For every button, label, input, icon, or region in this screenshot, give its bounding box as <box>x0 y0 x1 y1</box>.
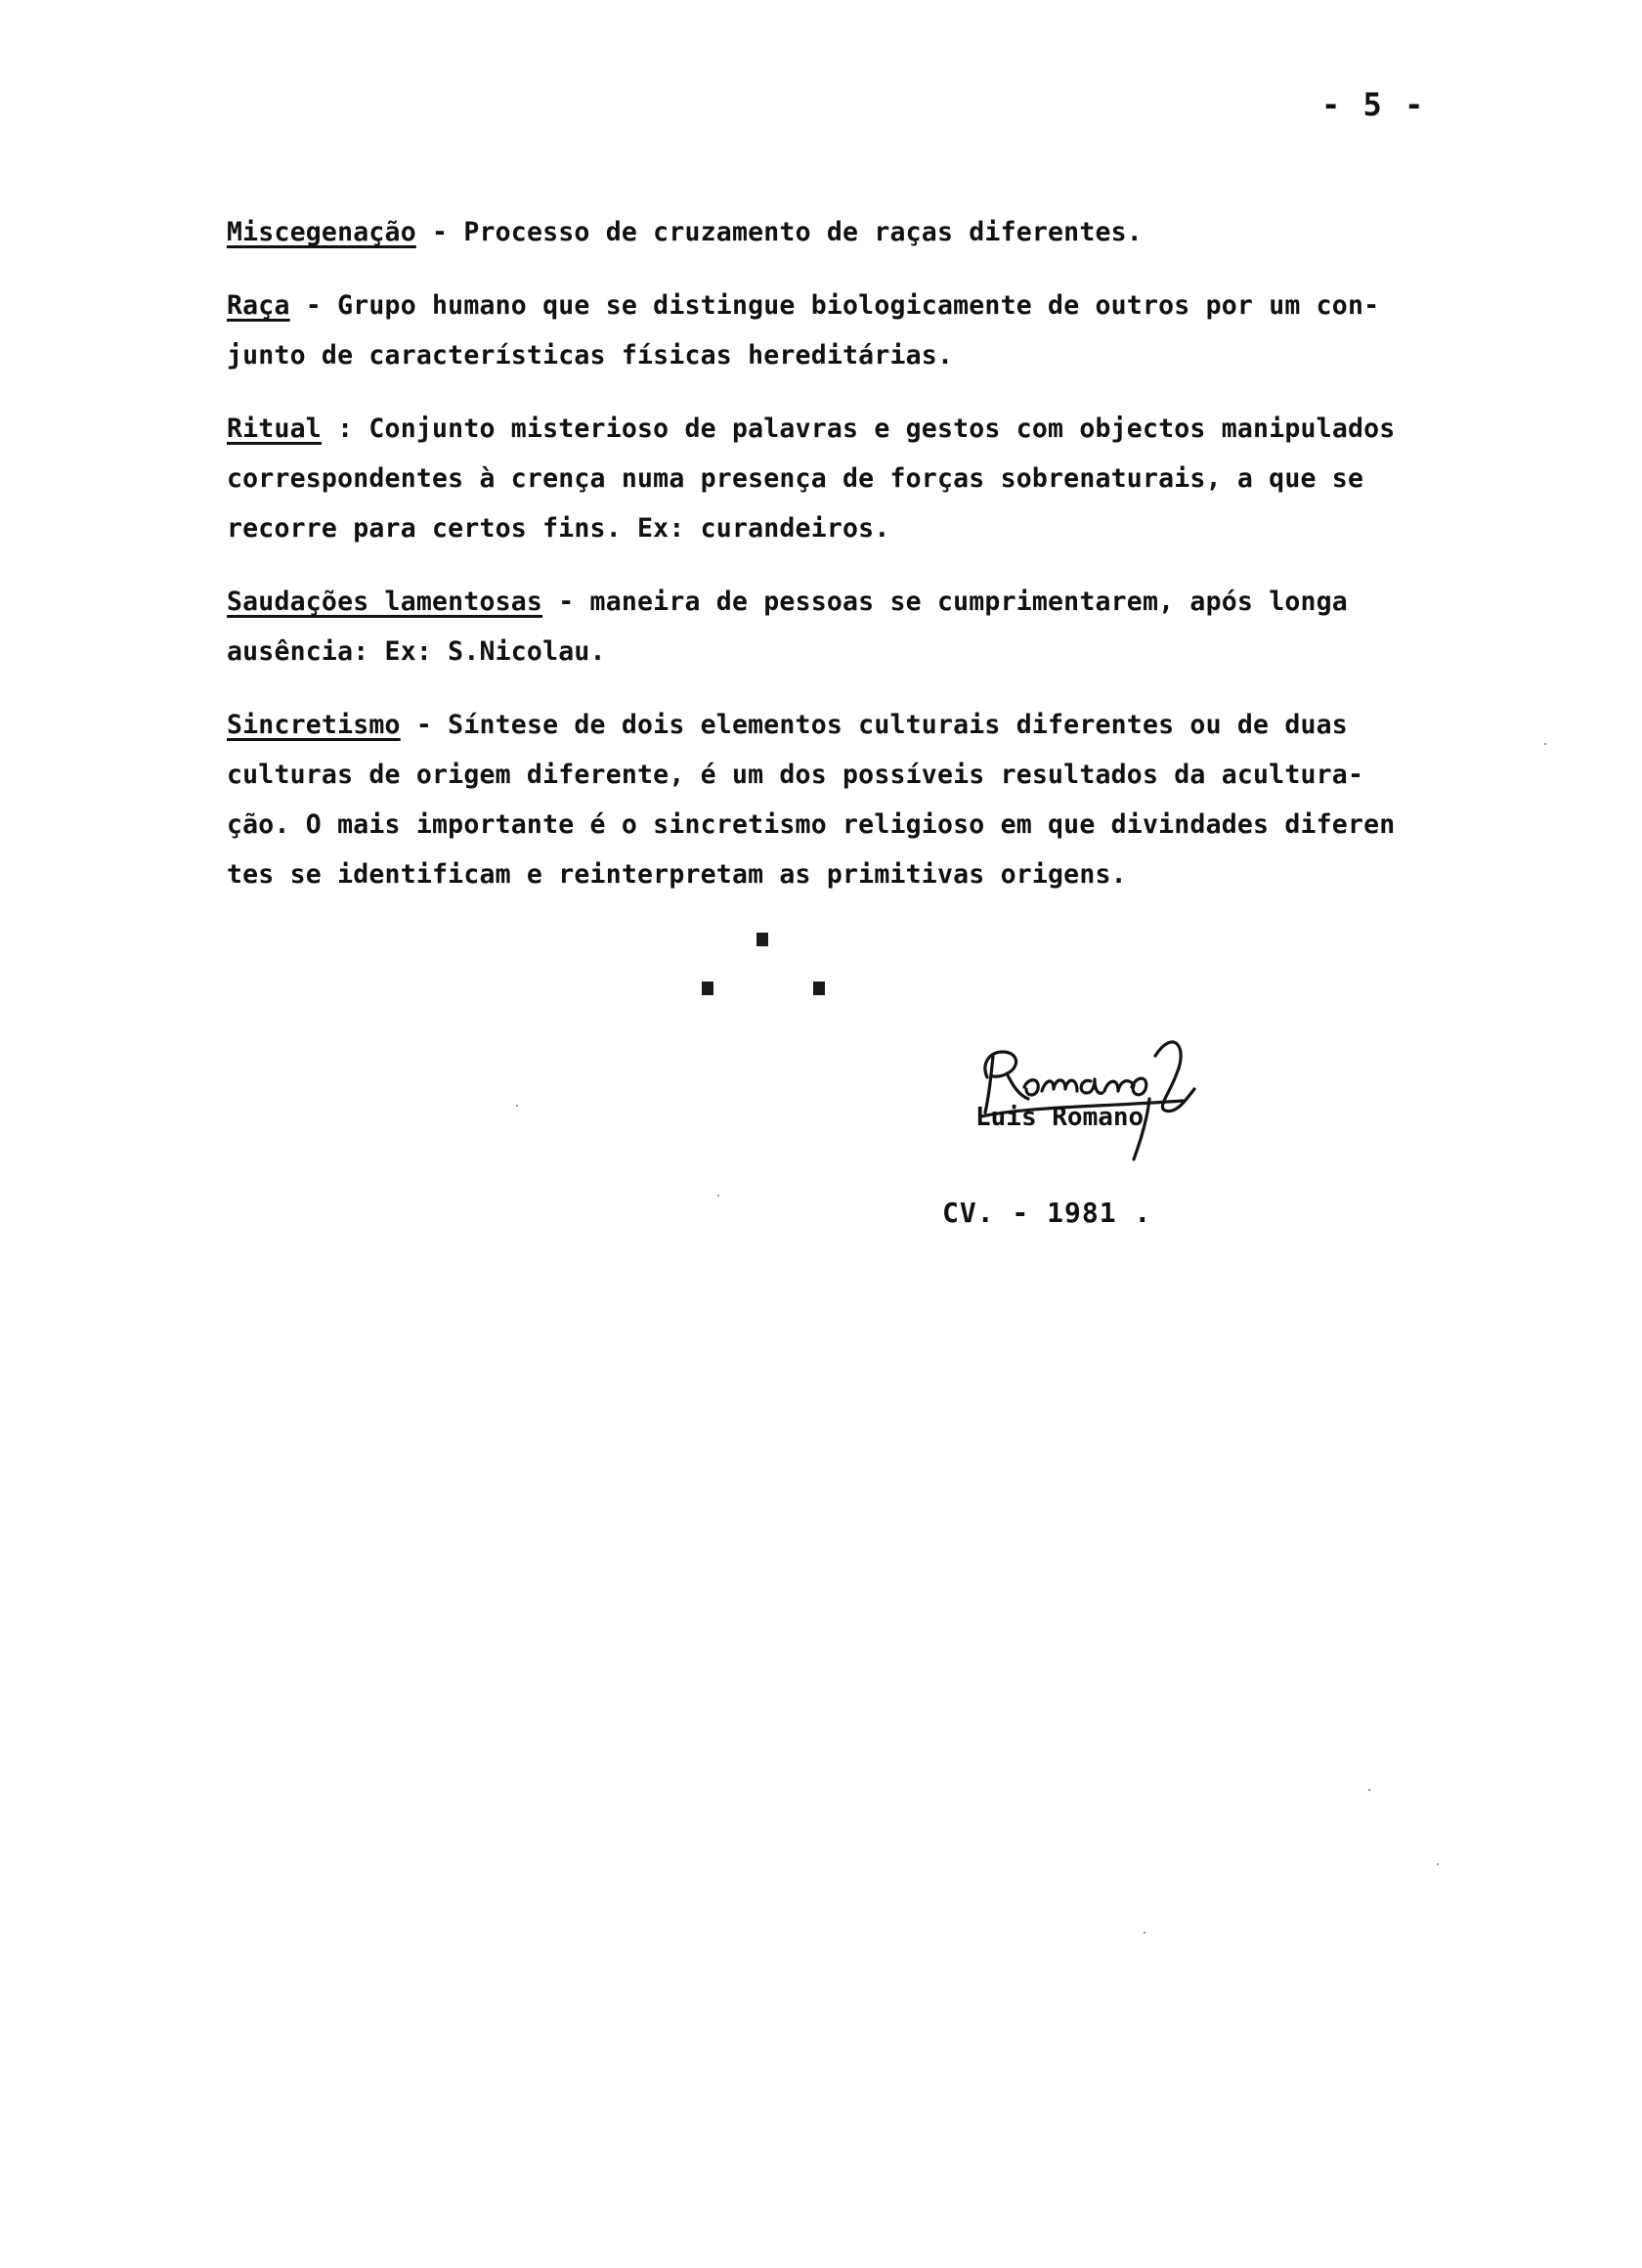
entry-line <box>227 404 1556 454</box>
glossary-list <box>227 207 1556 923</box>
definition-text: - Grupo humano que se distingue biologicamente de outros por um con- <box>289 290 1380 321</box>
glossary-entry <box>227 207 1556 257</box>
signature-block <box>968 1017 1261 1183</box>
definition-text: correspondentes à crença numa presença de forças sobrenaturais, a que se <box>227 463 1364 494</box>
definition-text: ausência: Ex: S.Nicolau. <box>227 636 606 667</box>
handwritten-signature <box>968 1017 1261 1183</box>
glossary-term: Miscegenação <box>227 217 416 247</box>
separator-mark <box>702 981 713 995</box>
definition-text: - maneira de pessoas se cumprimentarem, após longa <box>542 587 1348 617</box>
place-date: CV. - 1981 . <box>942 1197 1152 1229</box>
scan-speck <box>717 1195 719 1197</box>
entry-line <box>227 207 1556 257</box>
entry-line <box>227 700 1556 750</box>
glossary-term: Saudações lamentosas <box>227 587 543 617</box>
definition-text: tes se identificam e reinterpretam as primitivas origens. <box>227 859 1127 890</box>
signer-name: Luis Romano <box>975 1103 1145 1132</box>
separator-mark <box>756 933 768 946</box>
definition-text: culturas de origem diferente, é um dos possíveis resultados da acultura- <box>227 760 1364 790</box>
glossary-term: Raça <box>227 290 290 321</box>
definition-text: - Síntese de dois elementos culturais diferentes ou de duas <box>400 710 1348 740</box>
entry-line <box>227 577 1556 627</box>
separator-mark <box>813 981 825 995</box>
glossary-entry <box>227 404 1556 553</box>
definition-text: : Conjunto misterioso de palavras e gestos com objectos manipulados <box>321 414 1396 444</box>
scan-speck <box>1437 1863 1439 1865</box>
definition-text: ção. O mais importante é o sincretismo religioso em que divindades diferen <box>227 809 1396 840</box>
definition-text: recorre para certos fins. Ex: curandeiros. <box>227 513 890 544</box>
glossary-entry <box>227 700 1556 899</box>
scan-speck <box>1144 1932 1145 1934</box>
page-number: - 5 - <box>1321 86 1426 123</box>
glossary-term: Ritual <box>227 414 322 444</box>
definition-text: junto de características físicas hereditárias. <box>227 340 954 371</box>
glossary-term: Sincretismo <box>227 710 401 740</box>
glossary-entry <box>227 577 1556 676</box>
definition-text: - Processo de cruzamento de raças diferentes. <box>415 217 1143 247</box>
glossary-entry <box>227 281 1556 380</box>
scan-speck <box>516 1105 518 1107</box>
entry-line <box>227 281 1556 330</box>
scan-speck <box>1368 1789 1370 1791</box>
scan-speck <box>1544 743 1546 745</box>
